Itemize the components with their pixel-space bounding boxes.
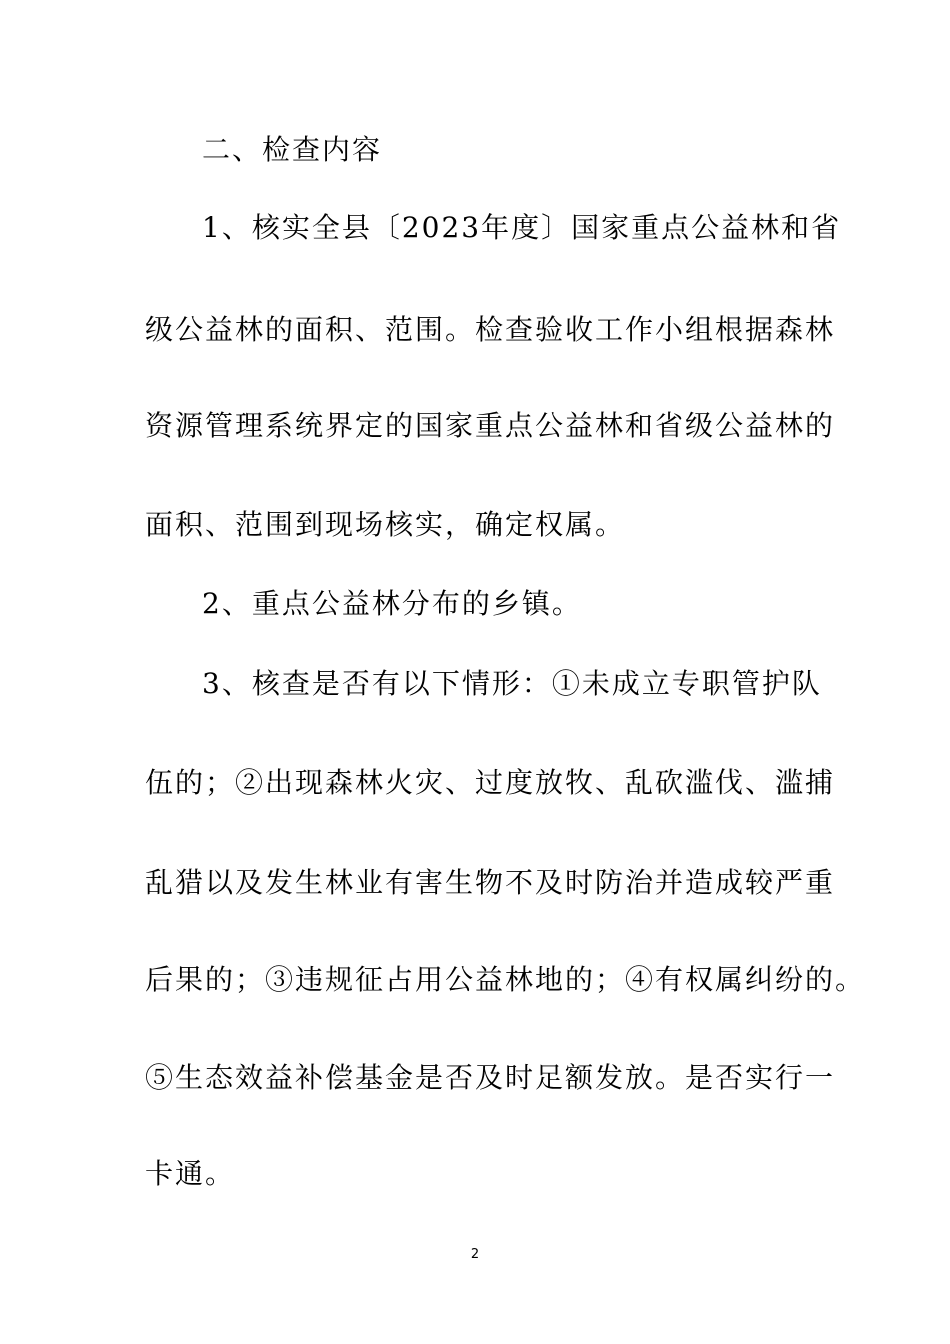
paragraph-2-line-1: 2、重点公益林分布的乡镇。 bbox=[202, 587, 582, 620]
paragraph-1-line-4: 面积、范围到现场核实，确定权属。 bbox=[145, 508, 626, 541]
page-number: 2 bbox=[470, 1247, 480, 1262]
paragraph-3-line-2: 伍的；②出现森林火灾、过度放牧、乱砍滥伐、滥捕 bbox=[145, 766, 836, 799]
paragraph-1-line-1: 1、核实全县〔2023年度〕国家重点公益林和省 bbox=[202, 211, 842, 244]
paragraph-1-line-2: 级公益林的面积、范围。检查验收工作小组根据森林 bbox=[145, 313, 836, 346]
paragraph-3-line-1: 3、核查是否有以下情形：①未成立专职管护队 bbox=[202, 667, 822, 700]
paragraph-1-line-3: 资源管理系统界定的国家重点公益林和省级公益林的 bbox=[145, 409, 836, 442]
section-heading: 二、检查内容 bbox=[202, 133, 383, 166]
paragraph-3-line-4: 后果的；③违规征占用公益林地的；④有权属纠纷的。 bbox=[145, 963, 866, 996]
paragraph-3-line-3: 乱猎以及发生林业有害生物不及时防治并造成较严重 bbox=[145, 866, 836, 899]
paragraph-3-line-6: 卡通。 bbox=[145, 1157, 236, 1190]
paragraph-3-line-5: ⑤生态效益补偿基金是否及时足额发放。是否实行一 bbox=[145, 1061, 836, 1094]
